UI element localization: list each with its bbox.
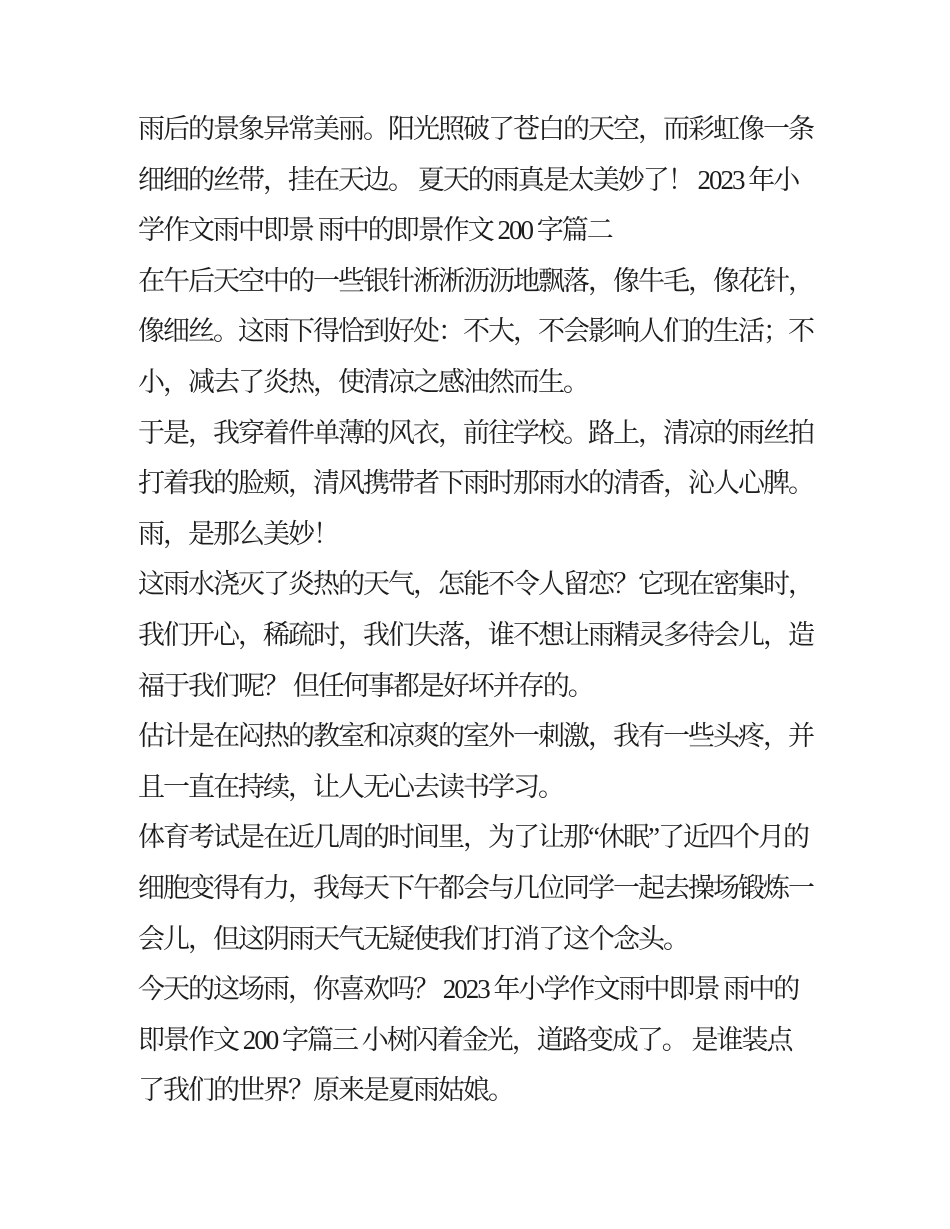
text-line: 且一直在持续，让人无心去读书学习。: [138, 771, 563, 802]
text-line: 于是，我穿着件单薄的风衣，前往学校。路上，清凉的雨丝拍: [138, 417, 813, 448]
text-line: 今天的这场雨，你喜欢吗？ 2023 年小学作文雨中即景 雨中的: [138, 974, 799, 1005]
text-line: 这雨水浇灭了炎热的天气，怎能不令人留恋？它现在密集时，: [138, 569, 813, 600]
text-line: 小，减去了炎热，使清凉之感油然而生。: [138, 366, 588, 397]
text-line: 打着我的脸颊，清风携带者下雨时那雨水的清香，沁人心脾。: [138, 468, 813, 499]
text-line: 估计是在闷热的教室和凉爽的室外一刺激，我有一些头疼，并: [138, 721, 813, 752]
text-line: 福于我们呢？ 但任何事都是好坏并存的。: [138, 670, 593, 701]
text-line: 体育考试是在近几周的时间里，为了让那“休眠”了近四个月的: [138, 822, 808, 853]
paragraph-4: [138, 559, 828, 711]
text-line: 即景作文 200 字篇三 小树闪着金光，道路变成了。 是谁装点: [138, 1024, 792, 1055]
text-line: 会儿，但这阴雨天气无疑使我们打消了这个念头。: [138, 923, 688, 954]
text-line: 像细丝。这雨下得恰到好处：不大，不会影响人们的生活；不: [138, 316, 813, 347]
paragraph-7: [138, 964, 828, 1116]
paragraph-1: [138, 104, 828, 256]
text-line: 学作文雨中即景 雨中的即景作文 200 字篇二: [138, 215, 612, 246]
text-line: 了我们的世界？原来是夏雨姑娘。: [138, 1075, 513, 1106]
text-line: 在午后天空中的一些银针淅淅沥沥地飘落，像牛毛，像花针，: [138, 265, 813, 296]
text-line: 我们开心，稀疏时，我们失落，谁不想让雨精灵多待会儿，造: [138, 619, 813, 650]
text-line: 细胞变得有力，我每天下午都会与几位同学一起去操场锻炼一: [138, 872, 813, 903]
paragraph-3: [138, 408, 828, 560]
text-line: 雨后的景象异常美丽。阳光照破了苍白的天空，而彩虹像一条: [138, 114, 813, 144]
text-line: 细细的丝带，挂在天边。 夏天的雨真是太美妙了！ 2023 年小: [138, 164, 799, 195]
paragraph-5: [138, 711, 828, 812]
paragraph-2: [138, 256, 828, 408]
essay-text-block: [138, 104, 828, 1116]
paragraph-6: [138, 812, 828, 964]
text-line: 雨，是那么美妙！: [138, 518, 338, 549]
